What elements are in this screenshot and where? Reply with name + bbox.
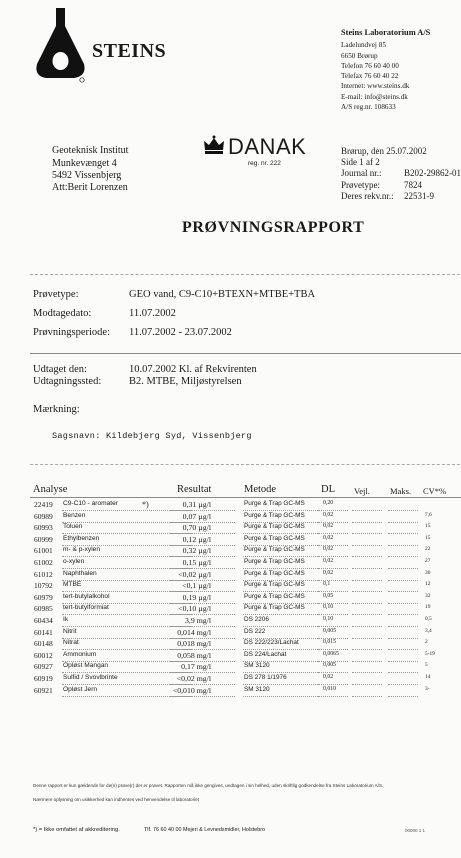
cell-result: <0,1 µg/l [182, 581, 211, 591]
col-header-analyse: Analyse [33, 484, 68, 495]
cell-result: 0,17 mg/l [181, 662, 211, 672]
cell-result: <0,02 mg/l [176, 674, 211, 683]
lab-line: Telefax 76 60 40 22 [341, 72, 399, 81]
table-row [0, 546, 461, 558]
cell-result: <0,10 µg/l [178, 604, 211, 614]
cell-code: 60927 [34, 662, 53, 672]
recipient-line: Munkevænget 4 [52, 157, 117, 169]
cell-cv: 5 [425, 662, 428, 669]
crown-icon [202, 134, 226, 158]
cell-analyse: Toluen [63, 523, 83, 531]
table-row [0, 512, 461, 524]
cell-result: 0,19 µg/l [182, 592, 211, 602]
cell-code: 60141 [34, 627, 53, 637]
cell-cv: 15 [425, 534, 431, 541]
field-udtagningssted: Udtagningssted: B2. MTBE, Miljøstyrelsen [33, 376, 242, 387]
cell-analyse: Opløst Mangan [63, 662, 109, 670]
divider [30, 464, 461, 465]
cell-code: 60989 [34, 511, 53, 521]
field-maerkning: Mærkning: [33, 404, 80, 415]
cell-method: Purge & Trap GC-MS [244, 546, 305, 554]
recipient-address [52, 145, 128, 183]
cell-analyse: Ammonium [63, 650, 97, 658]
cell-note: *) [142, 500, 149, 509]
cell-result: 0,15 µg/l [182, 558, 211, 567]
table-row [0, 674, 461, 686]
cell-cv: 32 [425, 592, 431, 599]
report-meta-block [341, 146, 461, 202]
cell-analyse: Nitrit [63, 627, 77, 635]
cell-result: 0,018 mg/l [177, 639, 211, 649]
cell-method: Purge & Trap GC-MS [244, 558, 305, 565]
lab-line: Ladelundvej 85 [341, 41, 386, 50]
cell-dl: 0,005 [323, 662, 337, 669]
table-row [0, 616, 461, 628]
report-title: PRØVNINGSRAPPORT [182, 219, 365, 236]
cell-cv: 7,6 [425, 511, 432, 518]
cell-analyse: Naphthalen [63, 569, 97, 577]
cell-analyse: Benzen [63, 511, 86, 519]
lab-line: Internet: www.steins.dk [341, 82, 410, 91]
col-header-maks: Maks. [390, 486, 412, 496]
lab-address-block [341, 28, 430, 112]
cell-code: 22419 [34, 500, 53, 509]
cell-cv: 15 [425, 523, 431, 530]
table-header-rule [30, 497, 461, 498]
cell-code: 60148 [34, 639, 53, 649]
col-header-cv: CV*% [423, 486, 447, 496]
place-date: Brørup, den 25.07.2002 [341, 146, 427, 156]
cell-dl: 0,005 [323, 627, 337, 634]
footer-uncertainty: Nærmere oplysning om usikkerhed kan indhentes ved henvendelse til laboratoriet [33, 797, 199, 802]
cell-dl: 0,1 [323, 581, 331, 588]
cell-cv: 30 [425, 569, 431, 576]
col-header-resultat: Resultat [177, 484, 212, 495]
field-provningsperiode: Prøvningsperiode: 11.07.2002 - 23.07.2002 [33, 327, 232, 338]
cell-cv: 12 [425, 581, 431, 588]
cell-code: 60985 [34, 604, 53, 614]
accreditation-note: *) = Ikke omfattet af akkreditering. [33, 827, 120, 833]
col-header-dl: DL [321, 484, 335, 495]
cell-code: 61002 [34, 558, 53, 567]
cell-method: DS 2206 [244, 616, 269, 623]
cell-analyse: o-xylen [63, 558, 85, 565]
table-row [0, 639, 461, 651]
divider [30, 274, 461, 275]
cell-code: 61001 [34, 546, 53, 556]
table-row [0, 570, 461, 582]
cell-method: Purge & Trap GC-MS [244, 604, 305, 612]
lab-line: A/S reg.nr. 108633 [341, 103, 396, 112]
cell-dl: 0,0065 [323, 650, 339, 657]
ref-row: Deres rekv.nr.: 22531-9 [341, 190, 434, 201]
cell-result: 0,70 µg/l [182, 523, 211, 533]
cell-underline [352, 696, 382, 697]
table-row [0, 581, 461, 593]
cell-dl: 0,05 [323, 592, 334, 599]
cell-dl: 0,010 [323, 685, 337, 692]
table-row [0, 535, 461, 547]
cell-dl: 0,02 [323, 546, 334, 553]
cell-dl: 0,10 [323, 616, 334, 622]
cell-cv: 22 [425, 546, 431, 553]
cell-code: 60921 [34, 685, 53, 695]
cell-method: Purge & Trap GC-MS [244, 569, 305, 577]
table-row [0, 651, 461, 663]
cell-dl: 0,20 [323, 500, 334, 506]
lab-name: Steins Laboratorium A/S [341, 28, 431, 37]
cell-underline [318, 696, 348, 697]
cell-method: Purge & Trap GC-MS [244, 523, 305, 531]
cell-code: 60434 [34, 616, 53, 625]
cell-analyse: C9-C10 - aromater [63, 500, 118, 507]
recipient-line: Geoteknisk Institut [52, 145, 129, 156]
cell-code: 60979 [34, 592, 53, 602]
cell-cv: 3,4 [425, 627, 432, 634]
cell-analyse: MTBE [63, 581, 82, 589]
attention-line: Att:Berit Lorenzen [52, 182, 128, 193]
cell-cv: 2 [425, 639, 428, 646]
cell-result: <0,02 µg/l [178, 569, 211, 579]
cell-result: 0,07 µg/l [182, 511, 211, 521]
cell-cv: 27 [425, 558, 431, 564]
cell-dl: 0,02 [323, 523, 334, 530]
lab-line: 6650 Brørup [341, 51, 378, 60]
cell-cv: 14 [425, 674, 431, 680]
cell-dl: 0,015 [323, 639, 337, 646]
lab-line: E-mail: info@steins.dk [341, 92, 408, 101]
footer-disclaimer: Denne rapport er kun gældende for de(n) prøve(r) der er prøvet. Rapporten må ikke gengives, undtagen i sin helhed, uden skriftlig godkendelse fra Steins Laboratorium A/S. [33, 783, 384, 788]
cell-underline [388, 696, 418, 697]
steins-logo-icon [32, 6, 90, 84]
cell-code: 60993 [34, 523, 53, 533]
cell-method: Purge & Trap GC-MS [244, 581, 305, 589]
cell-analyse: Ik [63, 616, 69, 623]
cell-code: 60012 [34, 650, 53, 660]
brand-name: STEINS [92, 40, 167, 62]
table-row [0, 500, 461, 512]
cell-dl: 0,02 [323, 569, 334, 576]
journal-row: Journal nr.: B202-29862-01 [341, 168, 461, 179]
cell-result: 0,058 mg/l [177, 650, 211, 660]
cell-analyse: Nitrat [63, 639, 79, 647]
cell-code: 61012 [34, 569, 53, 579]
cell-analyse: Opløst Jern [63, 685, 98, 693]
cell-underline [243, 696, 318, 697]
cell-method: DS 222 [244, 627, 266, 635]
cell-method: Purge & Trap GC-MS [244, 534, 305, 542]
cell-method: SM 3120 [244, 662, 270, 670]
recipient-line: 5492 Vissenbjerg [52, 170, 122, 181]
cell-result: 0,31 µg/l [182, 500, 211, 509]
printer-line: Tlf. 76 60 40 00 Mejeri & Levnedsmidler, Holstebro [144, 827, 266, 833]
cell-method: Purge & Trap GC-MS [244, 592, 305, 600]
danak-logo-text: DANAK [228, 134, 307, 159]
cell-cv: 0,5 [425, 616, 432, 622]
table-row [0, 593, 461, 605]
cell-result: 0,32 µg/l [182, 546, 211, 556]
cell-cv: 19 [425, 604, 431, 611]
table-row [0, 558, 461, 570]
cell-method: DS 278 1/1976 [244, 674, 287, 681]
field-udtaget: Udtaget den: 10.07.2002 Kl. af Rekvirenten [33, 364, 257, 375]
sample-row: Prøvetype: 7824 [341, 179, 422, 190]
table-row [0, 604, 461, 616]
page-number: Side 1 af 2 [341, 157, 380, 168]
cell-code: 60999 [34, 534, 53, 544]
sagsnavn: Sagsnavn: Kildebjerg Syd, Vissenbjerg [52, 431, 252, 441]
cell-dl: 0,02 [323, 511, 334, 518]
cell-result: 0,12 µg/l [182, 534, 211, 544]
table-row [0, 662, 461, 674]
lab-line: Telefon 76 60 40 00 [341, 61, 399, 70]
cell-result: 3,9 mg/l [185, 616, 211, 625]
table-row [0, 523, 461, 535]
danak-reg-number: reg. nr. 222 [248, 160, 281, 167]
form-code: 00000 1 1 [405, 828, 426, 833]
cell-analyse: tert-butylalkohol [63, 592, 110, 600]
cell-method: Purge & Trap GC-MS [244, 500, 305, 507]
cell-analyse: m- & p-xylen [63, 546, 101, 554]
cell-analyse: Ethylbenzen [63, 534, 100, 542]
cell-method: DS 224/Lachat [244, 650, 287, 658]
cell-analyse: Sulfid / Svovlbrinte [63, 674, 118, 681]
cell-dl: 0,02 [323, 558, 334, 564]
cell-code: 60919 [34, 674, 53, 683]
cell-cv: 3- [425, 685, 430, 692]
cell-dl: 0,02 [323, 674, 334, 680]
col-header-vejl: Vejl. [354, 486, 370, 496]
divider [30, 353, 461, 354]
cell-dl: 0,10 [323, 604, 334, 611]
field-modtagedato: Modtagedato: 11.07.2002 [33, 308, 176, 319]
field-provetype: Prøvetype: GEO vand, C9-C10+BTEXN+MTBE+TBA [33, 289, 316, 300]
cell-dl: 0,02 [323, 534, 334, 541]
table-row [0, 686, 461, 698]
cell-method: DS 222/223/Lachat [244, 639, 299, 647]
cell-cv: 5-19 [425, 650, 435, 657]
cell-underline [170, 696, 235, 697]
table-row [0, 628, 461, 640]
cell-result: <0,010 mg/l [172, 685, 211, 695]
cell-result: 0,014 mg/l [177, 627, 211, 637]
cell-analyse: tert-butylformiat [63, 604, 109, 612]
cell-method: Purge & Trap GC-MS [244, 511, 305, 519]
col-header-metode: Metode [244, 484, 277, 495]
cell-method: SM 3120 [244, 685, 270, 693]
cell-code: 10792 [34, 581, 53, 591]
